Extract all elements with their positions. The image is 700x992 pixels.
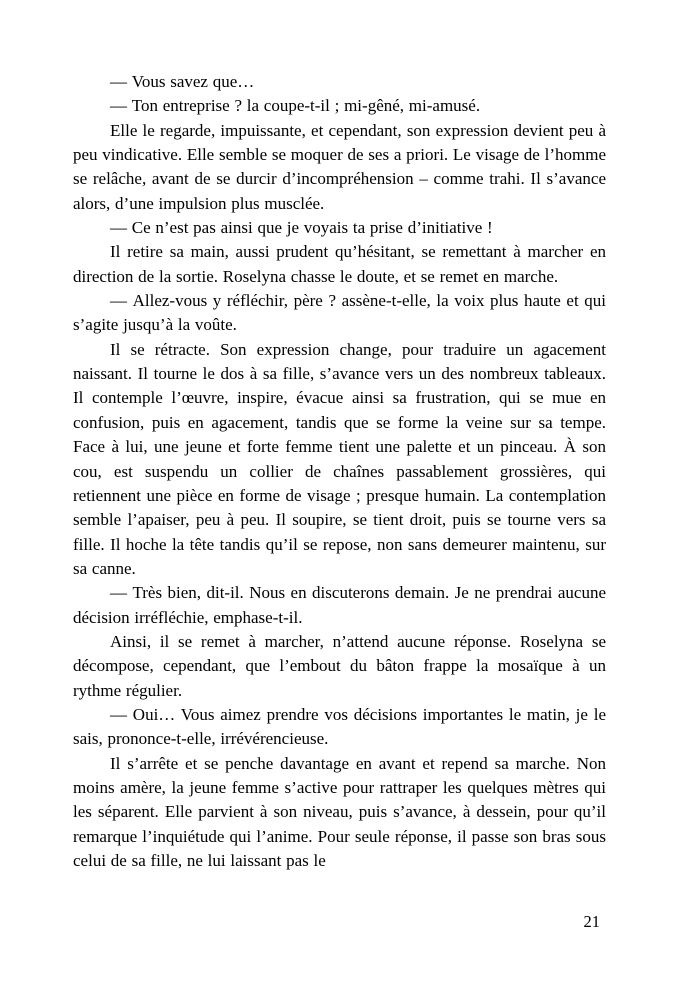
dialogue-line: — Vous savez que…	[110, 72, 255, 91]
dialogue-line: — Très bien, dit-il. Nous en discuterons demain. Je ne prendrai aucune décision irréfléchie, emphase-t-il.	[73, 583, 606, 627]
dialogue-line: — Allez-vous y réfléchir, père ? assène-t-elle, la voix plus haute et qui s’agite jusqu’à la voûte.	[73, 291, 606, 335]
dialogue-line: — Oui… Vous aimez prendre vos décisions importantes le matin, je le sais, prononce-t-elle, irrévérencieuse.	[73, 704, 606, 749]
dialogue-line: — Ton entreprise ? la coupe-t-il ; mi-gêné, mi-amusé.	[110, 96, 481, 116]
narrative-paragraph: Il retire sa main, aussi prudent qu’hésitant, se remettant à marcher en direction de la sortie. Roselyna chasse le doute, et se remet en marche.	[73, 242, 606, 286]
narrative-paragraph: Il s’arrête et se penche davantage en avant et repend sa marche. Non moins amère, la jeune femme s’active pour rattraper les quelques mètres qui les séparent. Elle parvient à son niveau, puis s’avance, à dessein, pour qu’il remarque l’inquiétude qui l’anime. Pour seule réponse, il passe son bras sous celui de sa fille, ne lui laissant pas le	[73, 753, 606, 870]
page-number: 21	[583, 912, 600, 931]
narrative-paragraph: Il se rétracte. Son expression change, pour traduire un agacement naissant. Il tourne le dos à sa fille, s’avance vers un des nombreux tableaux. Il contemple l’œuvre, inspire, évacue ainsi sa frustration, qui se mue en confusion, puis en agacement, tandis que se forme la veine sur sa tempe. Face à lui, une jeune et forte femme tient une palette et un pinceau. À son cou, est suspendu un collier de chaînes passablement grossières, qui retiennent une pièce en forme de visage ; presque humain. La contemplation semble l’apaiser, peu à peu. Il soupire, se tient droit, puis se tourne vers sa fille. Il hoche la tête tandis qu’il se repose, non sans demeurer maintenu, sur sa canne.	[73, 339, 606, 578]
narrative-paragraph: Ainsi, il se remet à marcher, n’attend aucune réponse. Roselyna se décompose, cependant, que l’embout du bâton frappe la mosaïque à un rythme régulier.	[73, 631, 606, 700]
dialogue-line: — Ce n’est pas ainsi que je voyais ta prise d’initiative !	[110, 218, 493, 238]
narrative-paragraph: Elle le regarde, impuissante, et cependant, son expression devient peu à peu vindicative. Elle semble se moquer de ses a priori. Le visage de l’homme se relâche, avant de se durcir d’incompréhension – comme trahi. Il s’avance alors, d’une impulsion plus musclée.	[73, 120, 606, 213]
text-block	[73, 70, 606, 873]
